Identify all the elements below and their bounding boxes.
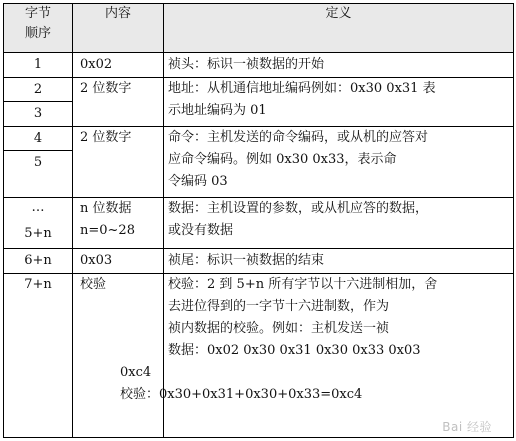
definition-text: 标识一祯数据的结束 [207, 253, 325, 268]
content-value: 0x03 [80, 253, 113, 268]
content-value: n 位数据 [80, 201, 132, 216]
definition-line: 校验：0x30+0x31+0x30+0x33=0xc4 [120, 387, 363, 402]
content-value: 2 位数字 [80, 130, 132, 145]
definition-line: 或没有数据 [168, 223, 234, 238]
definition-line: 2 到 5+n 所有字节以十六进制相加，舍 [207, 277, 438, 292]
table-row [4, 127, 514, 198]
order-cell [4, 249, 73, 274]
content-cell [73, 274, 164, 438]
definition-line: 应命令编码。例如 0x30 0x33，表示命 [168, 152, 397, 167]
order-value: 1 [33, 57, 43, 72]
definition-line: 祯内数据的校验。例如：主机发送一祯 [168, 321, 390, 336]
definition-label: 校验： [168, 277, 208, 292]
definition-label: 祯尾： [168, 253, 208, 268]
definition-line: 数据：0x02 0x30 0x31 0x30 0x33 0x03 [168, 343, 421, 358]
definition-line: 0xc4 [120, 365, 152, 380]
table-row [4, 249, 514, 274]
watermark: Bai 经验 [442, 420, 492, 434]
order-cell [4, 274, 73, 438]
definition-line: 主机设置的参数，或从机应答的数据， [207, 201, 429, 216]
table-header-row [4, 4, 514, 53]
definition-line: 去进位得到的一字节十六进制数，作为 [168, 299, 390, 314]
definition-label: 祯头： [168, 57, 208, 72]
order-cell [4, 127, 73, 198]
content-cell [73, 249, 164, 274]
definition-cell [164, 249, 514, 274]
header-byte-order [4, 4, 73, 53]
definition-label: 地址： [168, 81, 208, 96]
definition-label: 数据： [168, 201, 208, 216]
order-cell [4, 78, 73, 127]
order-value: 7+n [24, 277, 52, 292]
definition-cell [164, 198, 514, 249]
table-row [4, 274, 514, 438]
content-value: 校验 [80, 277, 107, 292]
order-value: 4 [33, 131, 43, 146]
order-value: 5+n [24, 226, 52, 241]
definition-cell [164, 127, 514, 198]
table-row [4, 78, 514, 127]
order-value: 5 [4, 150, 72, 197]
definition-cell [120, 274, 514, 438]
order-value: … [31, 200, 45, 215]
definition-line: 示地址编码为 01 [168, 103, 267, 118]
header-definition: 定义 [164, 4, 514, 53]
content-value: n=0~28 [80, 223, 135, 238]
content-cell [73, 198, 164, 249]
content-cell [73, 78, 164, 127]
definition-cell [164, 53, 514, 78]
definition-cell [164, 78, 514, 127]
order-cell [4, 198, 73, 249]
definition-line: 令编码 03 [168, 174, 228, 189]
order-cell [4, 53, 73, 78]
content-value: 2 位数字 [80, 81, 132, 96]
definition-text: 标识一祯数据的开始 [207, 57, 325, 72]
order-value: 6+n [24, 253, 52, 268]
definition-line: 从机通信地址编码例如：0x30 0x31 表 [207, 81, 436, 96]
definition-line: 主机发送的命令编码，或从机的应答对 [207, 130, 429, 145]
content-cell [73, 127, 164, 198]
header-content: 内容 [73, 4, 164, 53]
header-byte-order-line2: 顺序 [24, 26, 51, 41]
table-row [4, 53, 514, 78]
protocol-table [3, 3, 514, 438]
content-value: 0x02 [80, 57, 113, 72]
header-byte-order-line1: 字节 [24, 6, 51, 21]
order-value: 2 [33, 82, 43, 97]
table-row [4, 198, 514, 249]
definition-label: 命令： [168, 130, 208, 145]
content-cell [73, 53, 164, 78]
order-value: 3 [4, 101, 72, 126]
